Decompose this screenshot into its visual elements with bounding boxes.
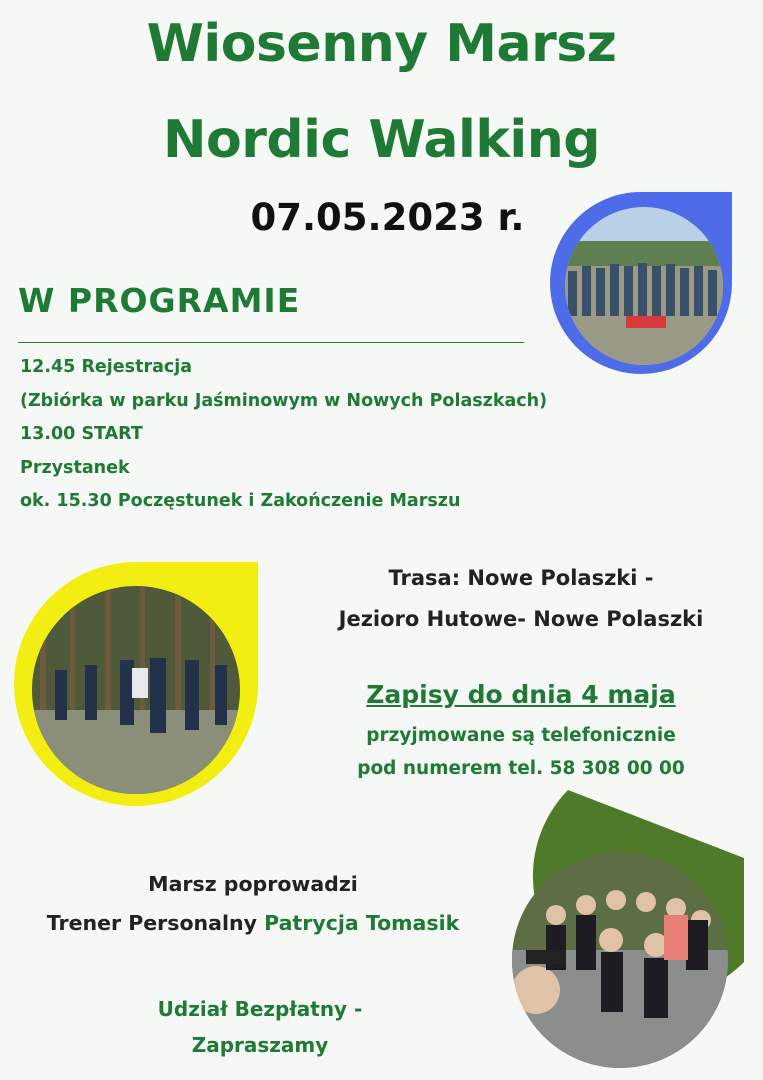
route-line-1: Trasa: Nowe Polaszki - <box>388 566 654 590</box>
invitation: Zapraszamy <box>191 1033 329 1057</box>
title-line-2: Nordic Walking <box>163 110 600 170</box>
program-divider <box>18 342 524 343</box>
title-line-1: Wiosenny Marsz <box>146 14 617 74</box>
signup-phone: pod numerem tel. 58 308 00 00 <box>357 758 685 779</box>
leader-line-2 <box>10 911 496 935</box>
photo-lake-group <box>546 186 744 386</box>
program-heading: W PROGRAMIE <box>18 281 301 320</box>
event-date: 07.05.2023 r. <box>250 196 525 239</box>
program-item: (Zbiórka w parku Jaśminowym w Nowych Polaszkach) <box>20 391 548 411</box>
signup-line-1: przyjmowane są telefonicznie <box>366 725 676 746</box>
program-item: 13.00 START <box>20 424 143 444</box>
program-item: Przystanek <box>20 458 130 478</box>
program-item: ok. 15.30 Poczęstunek i Zakończenie Marszu <box>20 491 461 511</box>
leader-title: Trener Personalny <box>46 911 265 935</box>
program-item: 12.45 Rejestracja <box>20 357 193 377</box>
photo-forest-walkers <box>10 560 262 812</box>
leader-line-1: Marsz poprowadzi <box>148 872 358 896</box>
signup-heading: Zapisy do dnia 4 maja <box>366 680 676 709</box>
leader-name: Patrycja Tomasik <box>264 911 460 935</box>
route-line-2: Jezioro Hutowe- Nowe Polaszki <box>338 607 704 631</box>
free-entry: Udział Bezpłatny - <box>157 997 363 1021</box>
photo-group-selfie <box>496 790 748 1080</box>
